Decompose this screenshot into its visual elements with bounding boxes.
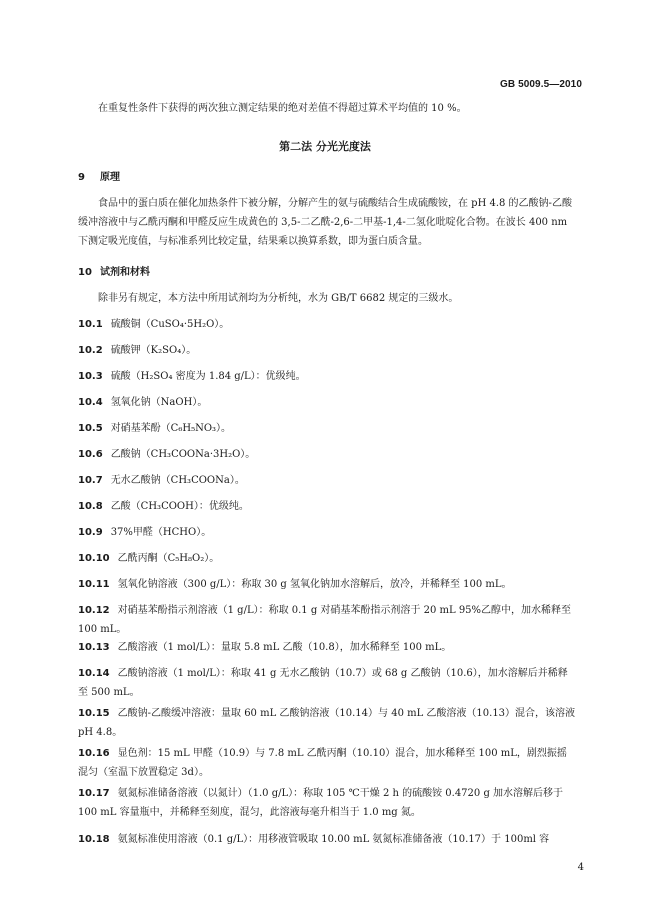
reagent-item (78, 784, 576, 822)
item-text: 氨氮标准使用溶液（0.1 g/L）：用移液管吸取 10.00 mL 氨氮标准储备液（10.17）于 100ml 容 (117, 834, 550, 845)
item-number: 10.15 (78, 708, 110, 719)
repeatability-statement: 在重复性条件下获得的两次独立测定结果的绝对差值不得超过算术平均值的 10 %。 (98, 103, 467, 114)
item-text: 乙酰丙酮（C₅H₈O₂）。 (117, 553, 220, 564)
item-text: 无水乙酸钠（CH₃COONa）。 (110, 475, 245, 486)
item-text: 乙酸钠溶液（1 mol/L）：称取 41 g 无水乙酸钠（10.7）或 68 g 乙酸钠（10.6），加水溶解后并稀释至 500 mL。 (78, 668, 568, 698)
item-text: 乙酸（CH₃COOH）：优级纯。 (110, 501, 249, 512)
item-text: 37%甲醛（HCHO）。 (110, 527, 212, 538)
item-number: 10.1 (78, 319, 103, 330)
reagent-item (78, 704, 576, 742)
item-text: 硫酸（H₂SO₄ 密度为 1.84 g/L）：优级纯。 (110, 371, 306, 382)
page-number: 4 (577, 862, 584, 873)
reagent-item (78, 523, 576, 542)
item-number: 10.9 (78, 527, 103, 538)
reagent-item (78, 830, 576, 849)
item-text: 氢氧化钠溶液（300 g/L）：称取 30 g 氢氧化钠加水溶解后，放冷，并稀释至 100 mL。 (117, 579, 512, 590)
reagent-item (78, 419, 576, 438)
item-text: 氢氧化钠（NaOH）。 (110, 397, 208, 408)
reagent-item (78, 341, 576, 360)
item-text: 对硝基苯酚（C₆H₅NO₃）。 (110, 423, 232, 434)
item-text: 乙酸钠-乙酸缓冲溶液：量取 60 mL 乙酸钠溶液（10.14）与 40 mL 乙酸溶液（10.13）混合，该溶液 pH 4.8。 (78, 708, 576, 738)
section-number: 9 (78, 172, 85, 183)
item-number: 10.2 (78, 345, 103, 356)
item-number: 10.11 (78, 579, 110, 590)
reagent-item (78, 638, 576, 657)
reagent-item (78, 744, 576, 782)
reagent-item (78, 315, 576, 334)
item-text: 氨氮标准储备溶液（以氮计）（1.0 g/L）：称取 105 ℃干燥 2 h 的硫酸铵 0.4720 g 加水溶解后移于 100 mL 容量瓶中，并稀释至刻度，混匀，此溶液每毫升相当于 1.0 mg 氮。 (78, 788, 564, 818)
item-number: 10.7 (78, 475, 103, 486)
reagent-item (78, 497, 576, 516)
section-title: 试剂和材料 (100, 267, 150, 278)
item-number: 10.3 (78, 371, 103, 382)
item-text: 对硝基苯酚指示剂溶液（1 g/L）：称取 0.1 g 对硝基苯酚指示剂溶于 20 mL 95%乙醇中，加水稀释至 100 mL。 (78, 605, 572, 635)
item-number: 10.10 (78, 553, 110, 564)
principle-paragraph: 食品中的蛋白质在催化加热条件下被分解，分解产生的氨与硫酸结合生成硫酸铵，在 pH 4.8 的乙酸钠-乙酸缓冲溶液中与乙酰丙酮和甲醛反应生成黄色的 3,5-二乙酰-2,6-二甲基-1,4-二氢化吡啶化合物。在波长 400 nm 下测定吸光度值，与标准系列比较定量，结果乘以换算系数，即为蛋白质含量。 (78, 198, 572, 247)
item-number: 10.16 (78, 748, 110, 759)
item-text: 乙酸溶液（1 mol/L）：量取 5.8 mL 乙酸（10.8），加水稀释至 100 mL。 (117, 642, 452, 653)
item-number: 10.6 (78, 449, 103, 460)
reagents-intro: 除非另有规定，本方法中所用试剂均为分析纯，水为 GB/T 6682 规定的三级水。 (98, 293, 459, 304)
item-number: 10.4 (78, 397, 103, 408)
reagent-item (78, 549, 576, 568)
item-number: 10.14 (78, 668, 110, 679)
section-title: 原理 (100, 172, 120, 183)
section-heading-reagents (78, 263, 150, 278)
reagent-item (78, 575, 576, 594)
section-number: 10 (78, 267, 92, 278)
standard-number: GB 5009.5—2010 (499, 79, 582, 90)
item-text: 硫酸铜（CuSO₄·5H₂O）。 (110, 319, 230, 330)
reagent-item (78, 393, 576, 412)
reagent-item (78, 664, 576, 702)
item-text: 硫酸钾（K₂SO₄）。 (110, 345, 197, 356)
item-number: 10.8 (78, 501, 103, 512)
item-number: 10.13 (78, 642, 110, 653)
item-text: 乙酸钠（CH₃COONa·3H₂O）。 (110, 449, 256, 460)
item-number: 10.17 (78, 788, 110, 799)
reagent-item (78, 367, 576, 386)
section-heading-principle (78, 168, 120, 183)
reagent-item (78, 601, 576, 639)
item-number: 10.18 (78, 834, 110, 845)
reagent-item (78, 445, 576, 464)
item-number: 10.5 (78, 423, 103, 434)
method-title: 第二法 分光光度法 (279, 140, 371, 153)
item-number: 10.12 (78, 605, 110, 616)
reagent-item (78, 471, 576, 490)
item-text: 显色剂：15 mL 甲醛（10.9）与 7.8 mL 乙酰丙酮（10.10）混合，加水稀释至 100 mL，剧烈振摇混匀（室温下放置稳定 3d）。 (78, 748, 567, 778)
